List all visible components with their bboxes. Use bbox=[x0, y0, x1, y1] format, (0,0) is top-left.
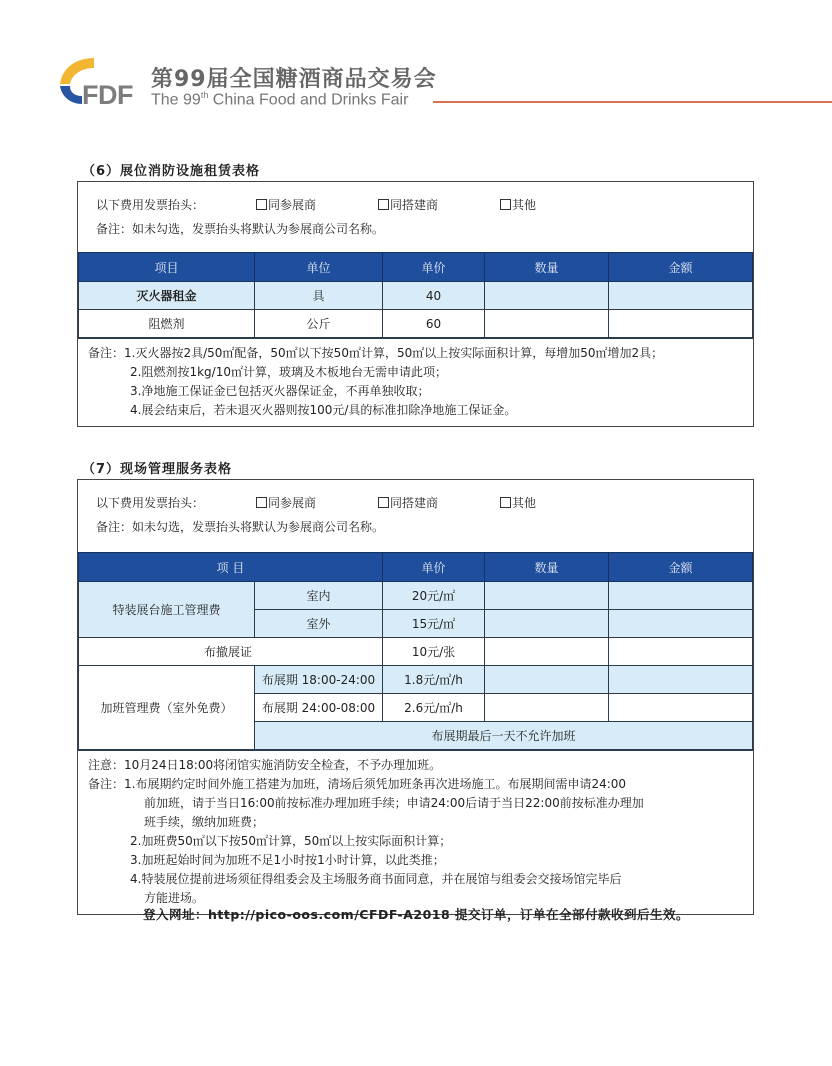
note-line bbox=[88, 775, 745, 794]
amount-input[interactable] bbox=[609, 610, 753, 638]
sub-item-cell: 室内 bbox=[255, 582, 383, 610]
unit-cell: 公斤 bbox=[255, 310, 383, 338]
option-same-builder[interactable] bbox=[378, 494, 438, 511]
logo-text: FDF bbox=[82, 80, 133, 110]
table-row bbox=[79, 638, 753, 666]
note-line: 4.展会结束后，若未退灭火器则按100元/具的标准扣除净地施工保证金。 bbox=[130, 403, 517, 417]
amount-input[interactable] bbox=[609, 582, 753, 610]
attention-line: 注意：10月24日18:00将闭馆实施消防安全检查，不予办理加班。 bbox=[88, 758, 442, 772]
checkbox-icon[interactable] bbox=[256, 497, 267, 508]
checkbox-icon[interactable] bbox=[500, 497, 511, 508]
checkbox-icon[interactable] bbox=[378, 199, 389, 210]
title-en-sup: th bbox=[200, 90, 209, 100]
section6-title: （6）展位消防设施租赁表格 bbox=[82, 164, 261, 179]
option-other[interactable] bbox=[500, 196, 536, 213]
qty-input[interactable] bbox=[485, 666, 609, 694]
item-cell: 布撤展证 bbox=[79, 638, 383, 666]
qty-input[interactable] bbox=[485, 282, 609, 310]
col-price: 单价 bbox=[383, 253, 485, 282]
header-divider bbox=[433, 101, 832, 103]
page-header bbox=[0, 0, 832, 130]
qty-input[interactable] bbox=[485, 638, 609, 666]
col-qty: 数量 bbox=[485, 553, 609, 582]
option-other[interactable] bbox=[500, 494, 536, 511]
section7-form bbox=[77, 479, 754, 915]
sub-item-cell: 布展期 24:00-08:00 bbox=[255, 694, 383, 722]
note-line: 2.阻燃剂按1kg/10㎡计算，玻璃及木板地台无需申请此项； bbox=[130, 365, 447, 379]
col-qty: 数量 bbox=[485, 253, 609, 282]
price-cell: 15元/㎡ bbox=[383, 610, 485, 638]
qty-input[interactable] bbox=[485, 582, 609, 610]
checkbox-icon[interactable] bbox=[500, 199, 511, 210]
note-text: 1.灭火器按2具/50㎡配备，50㎡以下按50㎡计算，50㎡以上按实际面积计算，每增加50㎡增加2具； bbox=[124, 346, 664, 360]
table-row bbox=[79, 666, 753, 694]
price-cell: 2.6元/㎡/h bbox=[383, 694, 485, 722]
note-line: 前加班，请于当日16:00前按标准办理加班手续；申请24:00后请于当日22:00前按标准办理加 bbox=[144, 796, 644, 810]
qty-input[interactable] bbox=[485, 310, 609, 338]
sub-item-cell: 布展期 18:00-24:00 bbox=[255, 666, 383, 694]
order-url-footer: 登入网址：http://pico-oos.com/CFDF-A2018 提交订单，订单在全部付款收到后生效。 bbox=[142, 907, 690, 922]
notes-prefix: 备注： bbox=[88, 777, 125, 791]
item-cell: 特装展台施工管理费 bbox=[79, 582, 255, 638]
option-same-exhibitor[interactable] bbox=[256, 196, 316, 213]
option-label: 同搭建商 bbox=[390, 496, 439, 510]
item-cell: 灭火器租金 bbox=[79, 282, 255, 310]
section6-notes bbox=[78, 338, 753, 426]
qty-input[interactable] bbox=[485, 610, 609, 638]
invoice-label: 以下费用发票抬头： bbox=[96, 496, 205, 510]
invoice-note: 备注：如未勾选，发票抬头将默认为参展商公司名称。 bbox=[96, 222, 385, 236]
table-row bbox=[79, 582, 753, 610]
note-text: 1.布展期约定时间外施工搭建为加班，清场后须凭加班条再次进场施工。布展期间需申请24:00 bbox=[124, 777, 627, 791]
option-same-exhibitor[interactable] bbox=[256, 494, 316, 511]
title-en-prefix: The 99 bbox=[151, 91, 201, 109]
sub-item-cell: 室外 bbox=[255, 610, 383, 638]
col-item: 项 目 bbox=[79, 553, 383, 582]
col-amount: 金额 bbox=[609, 253, 753, 282]
col-price: 单价 bbox=[383, 553, 485, 582]
overtime-notice: 布展期最后一天不允许加班 bbox=[255, 722, 753, 750]
invoice-note: 备注：如未勾选，发票抬头将默认为参展商公司名称。 bbox=[96, 520, 385, 534]
invoice-header-choice bbox=[78, 480, 753, 552]
note-line: 3.加班起始时间为加班不足1小时按1小时计算，以此类推； bbox=[130, 853, 445, 867]
table-row bbox=[79, 310, 753, 338]
fire-equipment-table bbox=[78, 252, 753, 338]
section7-title: （7）现场管理服务表格 bbox=[82, 462, 233, 477]
qty-input[interactable] bbox=[485, 694, 609, 722]
option-same-builder[interactable] bbox=[378, 196, 438, 213]
section7-notes bbox=[78, 750, 753, 914]
amount-input[interactable] bbox=[609, 694, 753, 722]
invoice-header-choice bbox=[78, 182, 753, 252]
checkbox-icon[interactable] bbox=[378, 497, 389, 508]
price-cell: 1.8元/㎡/h bbox=[383, 666, 485, 694]
table-header-row bbox=[79, 253, 753, 282]
unit-cell: 具 bbox=[255, 282, 383, 310]
notes-prefix: 备注： bbox=[88, 346, 125, 360]
table-header-row bbox=[79, 553, 753, 582]
amount-input[interactable] bbox=[609, 638, 753, 666]
option-label: 其他 bbox=[512, 496, 537, 510]
note-line bbox=[88, 344, 745, 363]
option-label: 同搭建商 bbox=[390, 198, 439, 212]
title-en-suffix: China Food and Drinks Fair bbox=[208, 91, 409, 109]
note-line: 3.净地施工保证金已包括灭火器保证金，不再单独收取； bbox=[130, 384, 430, 398]
note-line: 班手续，缴纳加班费； bbox=[144, 815, 265, 829]
item-cell: 阻燃剂 bbox=[79, 310, 255, 338]
price-cell: 20元/㎡ bbox=[383, 582, 485, 610]
note-line: 方能进场。 bbox=[144, 891, 205, 905]
checkbox-icon[interactable] bbox=[256, 199, 267, 210]
price-cell: 10元/张 bbox=[383, 638, 485, 666]
col-item: 项目 bbox=[79, 253, 255, 282]
item-cell: 加班管理费（室外免费） bbox=[79, 666, 255, 750]
site-management-table bbox=[78, 552, 753, 750]
amount-input[interactable] bbox=[609, 310, 753, 338]
fair-title-cn: 第99届全国糖酒商品交易会 bbox=[151, 67, 437, 92]
col-amount: 金额 bbox=[609, 553, 753, 582]
option-label: 同参展商 bbox=[268, 198, 317, 212]
col-unit: 单位 bbox=[255, 253, 383, 282]
amount-input[interactable] bbox=[609, 282, 753, 310]
invoice-label: 以下费用发票抬头： bbox=[96, 198, 205, 212]
fair-title-en bbox=[151, 90, 408, 109]
section6-form bbox=[77, 181, 754, 427]
option-label: 其他 bbox=[512, 198, 537, 212]
price-cell: 60 bbox=[383, 310, 485, 338]
note-line: 2.加班费50㎡以下按50㎡计算，50㎡以上按实际面积计算； bbox=[130, 834, 452, 848]
option-label: 同参展商 bbox=[268, 496, 317, 510]
table-row bbox=[79, 282, 753, 310]
price-cell: 40 bbox=[383, 282, 485, 310]
note-line: 4.特装展位提前进场须征得组委会及主场服务商书面同意，并在展馆与组委会交接场馆完毕后 bbox=[130, 872, 622, 886]
amount-input[interactable] bbox=[609, 666, 753, 694]
